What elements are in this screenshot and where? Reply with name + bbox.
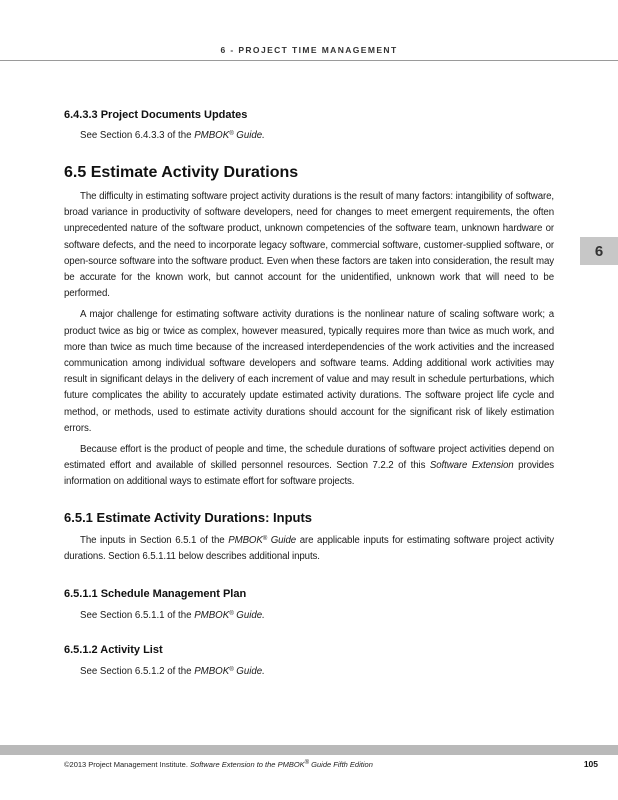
registered-mark: ®: [229, 611, 234, 618]
page-content: [64, 108, 554, 679]
guide-text: Guide.: [233, 666, 265, 678]
footer-copyright: [64, 760, 373, 769]
software-extension-ref: Software Extension: [429, 460, 514, 472]
header-rule: [0, 60, 618, 61]
pmbok-text: PMBOK: [228, 534, 263, 546]
p3-text-b: provides information on additional ways to estimate effort for software projects.: [64, 460, 554, 488]
ref-text: See Section 6.5.1.2 of the: [80, 666, 195, 678]
pmbok-text: PMBOK: [194, 666, 230, 678]
running-header: 6 - PROJECT TIME MANAGEMENT: [220, 45, 398, 55]
chapter-thumb-tab: 6: [580, 237, 618, 265]
paragraph-6-5-1: The difficulty in estimating software project activity durations is the result of many factors: intangibility of software, broad variance in productivity of software developers, need for changes to meet emergent requirements, the often unprecedented nature of the software product, unknown competencies of the software team, unknown hardware or software defects, and the need to incorporate legacy software, commercial software, customer-supplied software, or open-source software into the software product. Even when these factors are taken into consideration, the result may be accurate for the known work, but cannot account for the unidentified, unknown work that will need to be performed.: [64, 191, 554, 300]
registered-mark: ®: [262, 535, 268, 542]
inputs-text-a: The inputs in Section 6.5.1 of the: [80, 534, 229, 546]
pmbok-guide-ref: [228, 535, 296, 546]
pmbok-guide-ref: [194, 666, 265, 677]
ref-text: See Section 6.4.3.3 of the: [80, 130, 195, 141]
pmbok-text: PMBOK: [194, 610, 230, 622]
guide-text: Guide: [267, 534, 297, 546]
registered-mark: ®: [229, 667, 234, 674]
pmbok-guide-ref: [194, 610, 265, 621]
paragraph-6-5-2: A major challenge for estimating software activity durations is the nonlinear nature of scaling software work; a product twice as big or twice as complex, however measured, typically requires more than twice as much work, and more than twice as much time because of the increased interdependencies of the work activities and the increased communication among individual software developers and software teams. Adding additional work activities may result in significant delays in the delivery of each increment of value and may result in schedule perturbations, which future complicates the ability to accurately update estimated activity durations. The software project life cycle and method, or methods, used to estimate activity durations should account for the significant risk of likely estimation errors.: [64, 309, 554, 434]
reference-6-4-3-3: [64, 129, 554, 143]
ref-text: See Section 6.5.1.1 of the: [80, 610, 195, 622]
footer-band: [0, 745, 618, 755]
heading-6-5-1-1: 6.5.1.1 Schedule Management Plan: [64, 588, 247, 601]
book-title-text: Software Extension to the PMBOK: [190, 760, 305, 769]
p3-text-a: Because effort is the product of people and time, the schedule durations of software project activities depend on estimated effort and available of skilled personnel resources. Section 7.2.2 of this: [64, 444, 554, 472]
paragraph-6-5-3: [64, 442, 554, 491]
registered-mark: ®: [229, 131, 234, 137]
book-edition-text: Guide Fifth Edition: [309, 760, 373, 769]
heading-6-5: 6.5 Estimate Activity Durations: [64, 164, 299, 181]
page-number: 105: [583, 759, 598, 769]
pmbok-text: PMBOK: [194, 130, 230, 141]
paragraph-6-5-1-inputs: [64, 533, 554, 565]
footer-book-title: [190, 760, 373, 769]
reference-6-5-1-1: [64, 609, 554, 623]
guide-text: Guide.: [233, 130, 265, 141]
pmbok-guide-ref: [194, 130, 265, 141]
registered-mark: ®: [304, 760, 310, 766]
guide-text: Guide.: [233, 610, 265, 622]
heading-6-5-1-2: 6.5.1.2 Activity List: [64, 644, 163, 657]
inputs-text-b: are applicable inputs for estimating software project activity durations. Section 6.5.1.11 below describes additional inputs.: [64, 534, 554, 562]
heading-6-5-1: 6.5.1 Estimate Activity Durations: Inputs: [64, 509, 313, 525]
heading-6-4-3-3: 6.4.3.3 Project Documents Updates: [64, 109, 248, 121]
reference-6-5-1-2: [64, 665, 554, 679]
copyright-text: ©2013 Project Management Institute.: [64, 760, 191, 769]
